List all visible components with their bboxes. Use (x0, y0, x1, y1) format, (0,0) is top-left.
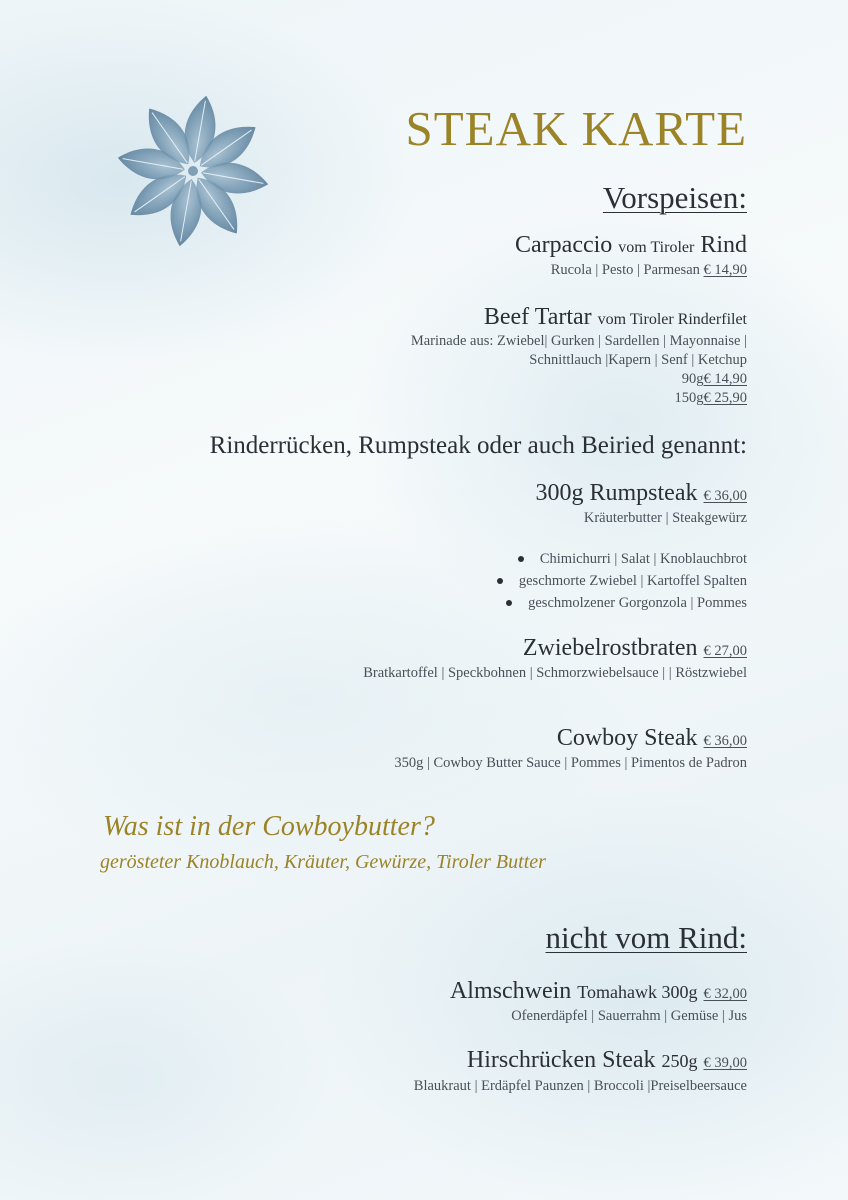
dish-hirschruecken-desc: Blaukraut | Erdäpfel Paunzen | Broccoli |Preiselbeersauce (413, 1078, 747, 1094)
dish-tartar-line-2: Schnittlauch |Kapern | Senf | Ketchup (529, 352, 747, 368)
dish-zwiebelrostbraten-desc: Bratkartoffel | Speckbohnen | Schmorzwiebelsauce | | Röstzwiebel (363, 665, 747, 681)
side-option-2 (497, 573, 747, 590)
dish-almschwein-desc: Ofenerdäpfel | Sauerrahm | Gemüse | Jus (511, 1008, 747, 1024)
page-title: STEAK KARTE (405, 101, 747, 156)
dish-origin: vom Tiroler (618, 239, 695, 256)
dish-price: € 36,00 (703, 733, 747, 749)
dish-tartar-option-90g (682, 372, 747, 387)
bullet-icon (506, 600, 512, 606)
dish-almschwein (450, 979, 747, 1003)
dish-rumpsteak-desc: Kräuterbutter | Steakgewürz (583, 510, 747, 526)
dish-price: € 27,00 (703, 643, 747, 659)
side-option-3 (506, 595, 747, 612)
bullet-icon (518, 556, 524, 562)
dish-name: Almschwein (449, 978, 572, 1004)
section-heading-vorspeisen: Vorspeisen: (602, 180, 747, 215)
dish-name-tail: Rind (700, 232, 747, 258)
cowboybutter-question: Was ist in der Cowboybutter? (103, 811, 435, 842)
dish-cowboy-steak-desc: 350g | Cowboy Butter Sauce | Pommes | Pimentos de Padron (394, 755, 747, 771)
watercolor-leaf-flower-icon (110, 88, 276, 254)
dish-beef-tartar (484, 305, 747, 329)
dish-name: Cowboy Steak (556, 725, 698, 751)
bullet-icon (497, 578, 503, 584)
dish-price: € 32,00 (703, 986, 747, 1002)
dish-name: Carpaccio (515, 232, 613, 258)
dish-carpaccio-desc (551, 263, 747, 278)
side-option-label: Chimichurri | Salat | Knoblauchbrot (539, 551, 747, 567)
option-size: 150g (674, 390, 704, 406)
side-option-label: geschmorte Zwiebel | Kartoffel Spalten (518, 573, 747, 589)
option-price: € 25,90 (703, 390, 747, 406)
dish-tartar-option-150g (675, 391, 748, 406)
option-price: € 14,90 (703, 371, 747, 387)
dish-detail: Tomahawk 300g (577, 982, 698, 1002)
side-option-label: geschmolzener Gorgonzola | Pommes (528, 595, 747, 611)
dish-description: Rucola | Pesto | Parmesan (550, 262, 700, 278)
side-option-1 (518, 551, 747, 568)
dish-name: 300g Rumpsteak (535, 480, 698, 506)
dish-name: Hirschrücken Steak (466, 1047, 656, 1073)
dish-cowboy-steak (557, 726, 747, 750)
dish-rumpsteak (536, 481, 748, 505)
cowboybutter-answer: gerösteter Knoblauch, Kräuter, Gewürze, Tiroler Butter (100, 851, 546, 873)
section-heading-nicht-vom-rind: nicht vom Rind: (545, 920, 747, 955)
dish-zwiebelrostbraten (523, 636, 747, 660)
dish-tartar-line-1: Marinade aus: Zwiebel| Gurken | Sardellen | Mayonnaise | (410, 333, 747, 349)
dish-origin: vom Tiroler Rinderfilet (597, 311, 747, 328)
option-size: 90g (681, 371, 704, 387)
dish-carpaccio (515, 233, 747, 257)
dish-detail: 250g (661, 1051, 698, 1071)
dish-hirschruecken (467, 1048, 747, 1072)
dish-price: € 14,90 (703, 262, 747, 278)
section-heading-rind: Rinderrücken, Rumpsteak oder auch Beiried genannt: (209, 432, 747, 459)
dish-price: € 39,00 (703, 1055, 747, 1071)
dish-name: Beef Tartar (483, 304, 592, 330)
dish-name: Zwiebelrostbraten (522, 635, 698, 661)
dish-price: € 36,00 (703, 488, 747, 504)
